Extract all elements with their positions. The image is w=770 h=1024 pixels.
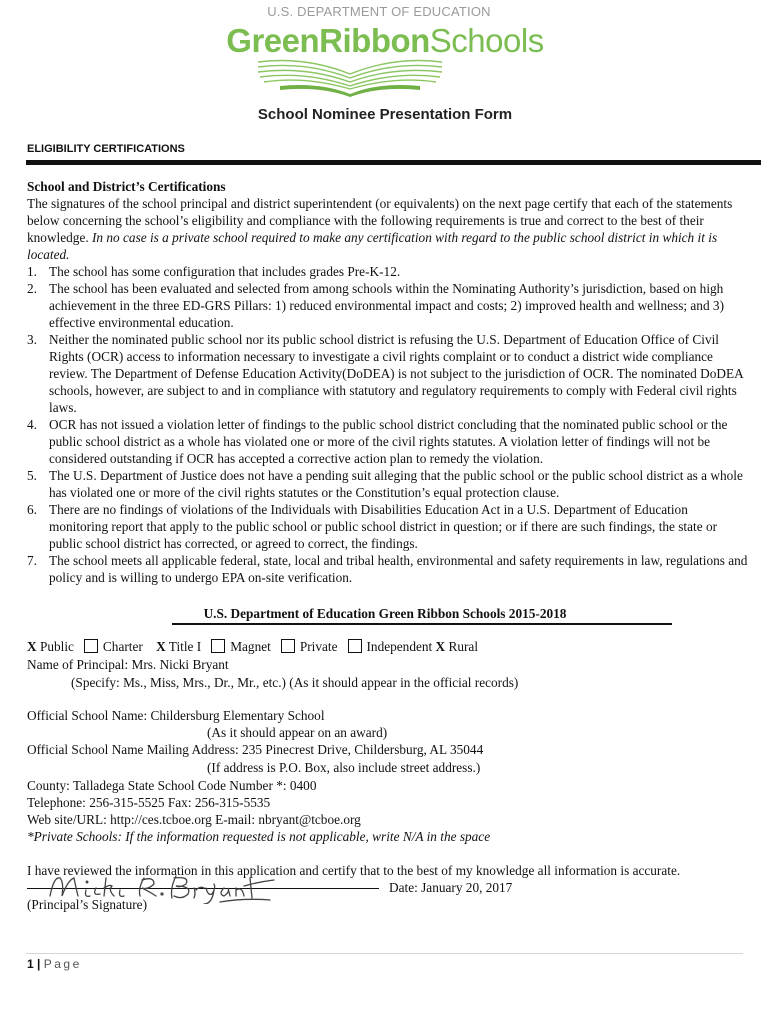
- certifications-section: [27, 178, 749, 586]
- item-text: Neither the nominated public school nor its public school district is refusing the U.S. Department of Education Office of Civil Rights (OCR) access to information necessary to investigate a civil rights complaint or to conduct a district wide compliance review. The Department of Defense Education Activity(DoDEA) is not subject to the jurisdiction of OCR. The nominated DoDEA schools, however, are subject to and in compliance with statutory and regulatory requirements to comply with Federal civil rights laws.: [49, 332, 743, 415]
- rural-label: Rural: [448, 639, 479, 654]
- county-code: County: Talladega State School Code Number *: 0400: [27, 778, 317, 793]
- intro-italic: In no case is a private school required to make any certification with regard to the public school district in which it is located.: [27, 230, 718, 262]
- page-footer: [27, 957, 82, 971]
- section-divider: [26, 160, 761, 165]
- independent-label: Independent: [366, 639, 433, 654]
- open-book-icon: [250, 58, 450, 98]
- principal-specify-note: (Specify: Ms., Miss, Mrs., Dr., Mr., etc.) (As it should appear in the official records): [71, 675, 519, 690]
- item-text: The school has been evaluated and selected from among schools within the Nominating Authority’s jurisdiction, based on high achievement in the three ED-GRS Pillars: 1) reduced environmental impact and costs; 2) improved health and wellness; and 3) effective environmental education.: [49, 281, 724, 330]
- item-text: OCR has not issued a violation letter of findings to the public school district concluding that the nominated public school or the public school district as a whole has violated one or more of the civil rights statutes. A violation letter of findings will not be considered outstanding if OCR has accepted a corrective action plan to remedy the violation.: [49, 417, 728, 466]
- list-item: [27, 416, 749, 467]
- logo-green: Green: [226, 22, 320, 59]
- requirements-list: [27, 263, 749, 586]
- certifications-intro: [27, 195, 749, 263]
- public-check-mark[interactable]: X: [27, 639, 37, 654]
- title-i-check-mark[interactable]: X: [156, 639, 166, 654]
- page-separator: |: [37, 957, 41, 971]
- page-title: School Nominee Presentation Form: [257, 106, 513, 123]
- item-text: The school has some configuration that includes grades Pre-K-12.: [49, 264, 401, 279]
- program-heading: U.S. Department of Education Green Ribbon Schools 2015-2018: [203, 606, 567, 621]
- private-label: Private: [299, 639, 338, 654]
- certify-statement: I have reviewed the information in this application and certify that to the best of my knowledge all information is accurate.: [27, 863, 681, 878]
- footer-divider: [26, 953, 743, 954]
- private-schools-note: *Private Schools: If the information requested is not applicable, write N/A in the space: [27, 829, 491, 844]
- item-number: 1.: [27, 264, 37, 279]
- department-name: U.S. DEPARTMENT OF EDUCATION: [267, 4, 491, 19]
- green-ribbon-logo: [0, 22, 770, 60]
- public-label: Public: [39, 639, 74, 654]
- rural-check-mark[interactable]: X: [435, 639, 446, 654]
- title-i-label: Title I: [168, 639, 202, 654]
- section-label: ELIGIBILITY CERTIFICATIONS: [27, 143, 185, 155]
- list-item: [27, 467, 749, 501]
- item-number: 6.: [27, 502, 37, 517]
- item-number: 3.: [27, 332, 37, 347]
- page-label: Page: [43, 957, 82, 971]
- item-text: The school meets all applicable federal, state, local and tribal health, environmental and safety requirements in law, regulations and policy and is willing to undergo EPA on-site verification.: [49, 553, 748, 585]
- charter-label: Charter: [102, 639, 143, 654]
- signature-date: Date: January 20, 2017: [389, 880, 513, 895]
- principal-name: Name of Principal: Mrs. Nicki Bryant: [27, 657, 229, 672]
- list-item: [27, 331, 749, 416]
- logo-schools: Schools: [429, 22, 544, 59]
- list-item: [27, 501, 749, 552]
- charter-checkbox[interactable]: [84, 639, 98, 653]
- certifications-heading: School and District’s Certifications: [27, 179, 226, 194]
- school-type-row: [27, 638, 478, 655]
- item-number: 7.: [27, 553, 37, 568]
- award-note: (As it should appear on an award): [207, 725, 388, 740]
- page-number: 1: [27, 957, 34, 971]
- list-item: [27, 263, 749, 280]
- private-checkbox[interactable]: [281, 639, 295, 653]
- item-number: 2.: [27, 281, 37, 296]
- telephone-fax: Telephone: 256-315-5525 Fax: 256-315-5535: [27, 795, 271, 810]
- intro-text: The signatures of the school principal and district superintendent (or equivalents) on the next page certify that each of the statements below concerning the school’s eligibility and compliance with the following requirements is true and correct to the best of their knowledge.: [27, 196, 733, 245]
- po-box-note: (If address is P.O. Box, also include street address.): [207, 760, 481, 775]
- magnet-label: Magnet: [230, 639, 271, 654]
- mailing-address: Official School Name Mailing Address: 235 Pinecrest Drive, Childersburg, AL 35044: [27, 742, 484, 757]
- program-heading-underline: [172, 623, 672, 625]
- magnet-checkbox[interactable]: [211, 639, 225, 653]
- website-email: Web site/URL: http://ces.tcboe.org E-mail: nbryant@tcboe.org: [27, 812, 361, 827]
- signature-caption: (Principal’s Signature): [27, 897, 148, 912]
- logo-ribbon: Ribbon: [319, 22, 430, 59]
- list-item: [27, 552, 749, 586]
- item-text: The U.S. Department of Justice does not have a pending suit alleging that the public school or the public school district as a whole has violated one or more of the civil rights statutes or the Constitution’s equal protection clause.: [49, 468, 743, 500]
- item-number: 5.: [27, 468, 37, 483]
- item-text: There are no findings of violations of the Individuals with Disabilities Education Act in a U.S. Department of Education monitoring report that apply to the public school or public school district in question; or if there are such findings, the state or public school district has corrected, or agreed to correct, the findings.: [49, 502, 718, 551]
- item-number: 4.: [27, 417, 37, 432]
- list-item: [27, 280, 749, 331]
- official-school-name: Official School Name: Childersburg Elementary School: [27, 708, 325, 723]
- independent-checkbox[interactable]: [348, 639, 362, 653]
